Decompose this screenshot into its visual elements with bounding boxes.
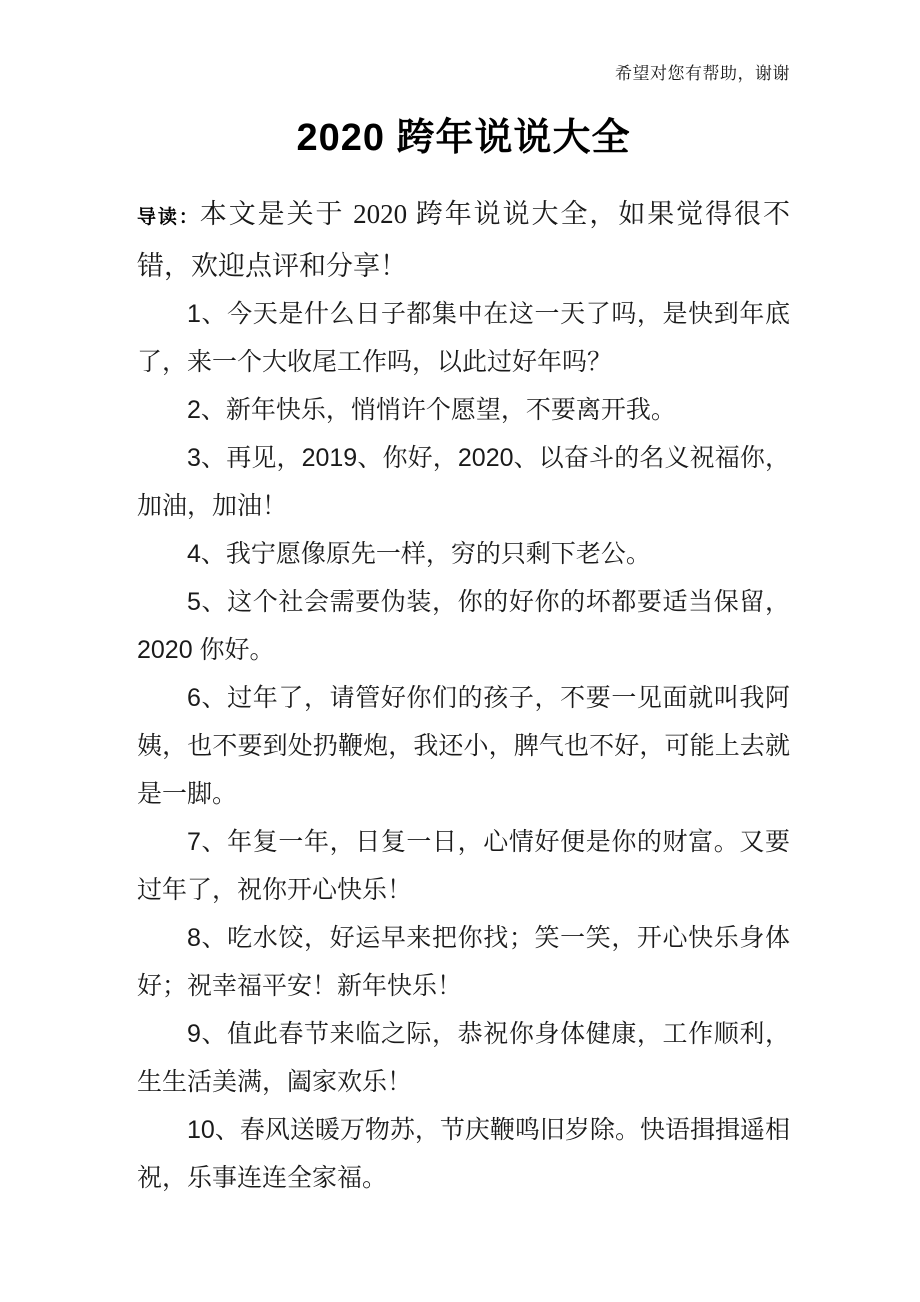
intro-paragraph xyxy=(137,162,790,290)
page-content xyxy=(137,0,790,1202)
item-number: 8、 xyxy=(187,924,228,952)
item-number: 5、 xyxy=(187,588,228,616)
item-number: 10、 xyxy=(187,1116,240,1144)
item-text: 年复一年，日复一日，心情好便是你的财富。又要过年了，祝你开心快乐！ xyxy=(137,828,790,904)
running-header: 希望对您有帮助，谢谢 xyxy=(615,64,790,83)
item-number: 3、 xyxy=(187,444,227,472)
list-item xyxy=(137,386,790,434)
item-text: 春风送暖万物苏，节庆鞭鸣旧岁除。快语揖揖遥相祝，乐事连连全家福。 xyxy=(137,1116,790,1192)
item-text: 再见，2019、你好，2020、以奋斗的名义祝福你，加油，加油！ xyxy=(137,444,791,520)
item-text: 新年快乐，悄悄许个愿望，不要离开我。 xyxy=(225,396,676,424)
list-item xyxy=(137,674,790,818)
item-text: 过年了，请管好你们的孩子，不要一见面就叫我阿姨，也不要到处扔鞭炮，我还小，脾气也不好，可能上去就是一脚。 xyxy=(137,684,790,808)
item-text: 值此春节来临之际，恭祝你身体健康，工作顺利，生生活美满，阖家欢乐！ xyxy=(137,1020,790,1096)
item-number: 4、 xyxy=(187,540,226,568)
item-text: 这个社会需要伪装，你的好你的坏都要适当保留，2020 你好。 xyxy=(137,588,790,664)
item-text: 吃水饺，好运早来把你找；笑一笑，开心快乐身体好；祝幸福平安！新年快乐！ xyxy=(137,924,790,1000)
intro-label: 导读： xyxy=(137,207,200,228)
item-number: 9、 xyxy=(187,1020,228,1048)
page-title: 2020 跨年说说大全 xyxy=(296,117,631,159)
item-number: 1、 xyxy=(187,300,228,328)
list-item xyxy=(137,914,790,1010)
list-item xyxy=(137,290,790,386)
list-item xyxy=(137,1010,790,1106)
list-item xyxy=(137,1106,790,1202)
list-item xyxy=(137,434,790,530)
list-item xyxy=(137,818,790,914)
item-text: 今天是什么日子都集中在这一天了吗，是快到年底了，来一个大收尾工作吗，以此过好年吗？ xyxy=(137,300,790,376)
item-number: 7、 xyxy=(187,828,228,856)
quote-list xyxy=(137,290,790,1202)
item-text: 我宁愿像原先一样，穷的只剩下老公。 xyxy=(225,540,651,568)
list-item xyxy=(137,578,790,674)
item-number: 2、 xyxy=(187,396,226,424)
item-number: 6、 xyxy=(187,684,228,712)
list-item xyxy=(137,530,790,578)
intro-text: 本文是关于 2020 跨年说说大全，如果觉得很不错，欢迎点评和分享！ xyxy=(137,199,790,281)
